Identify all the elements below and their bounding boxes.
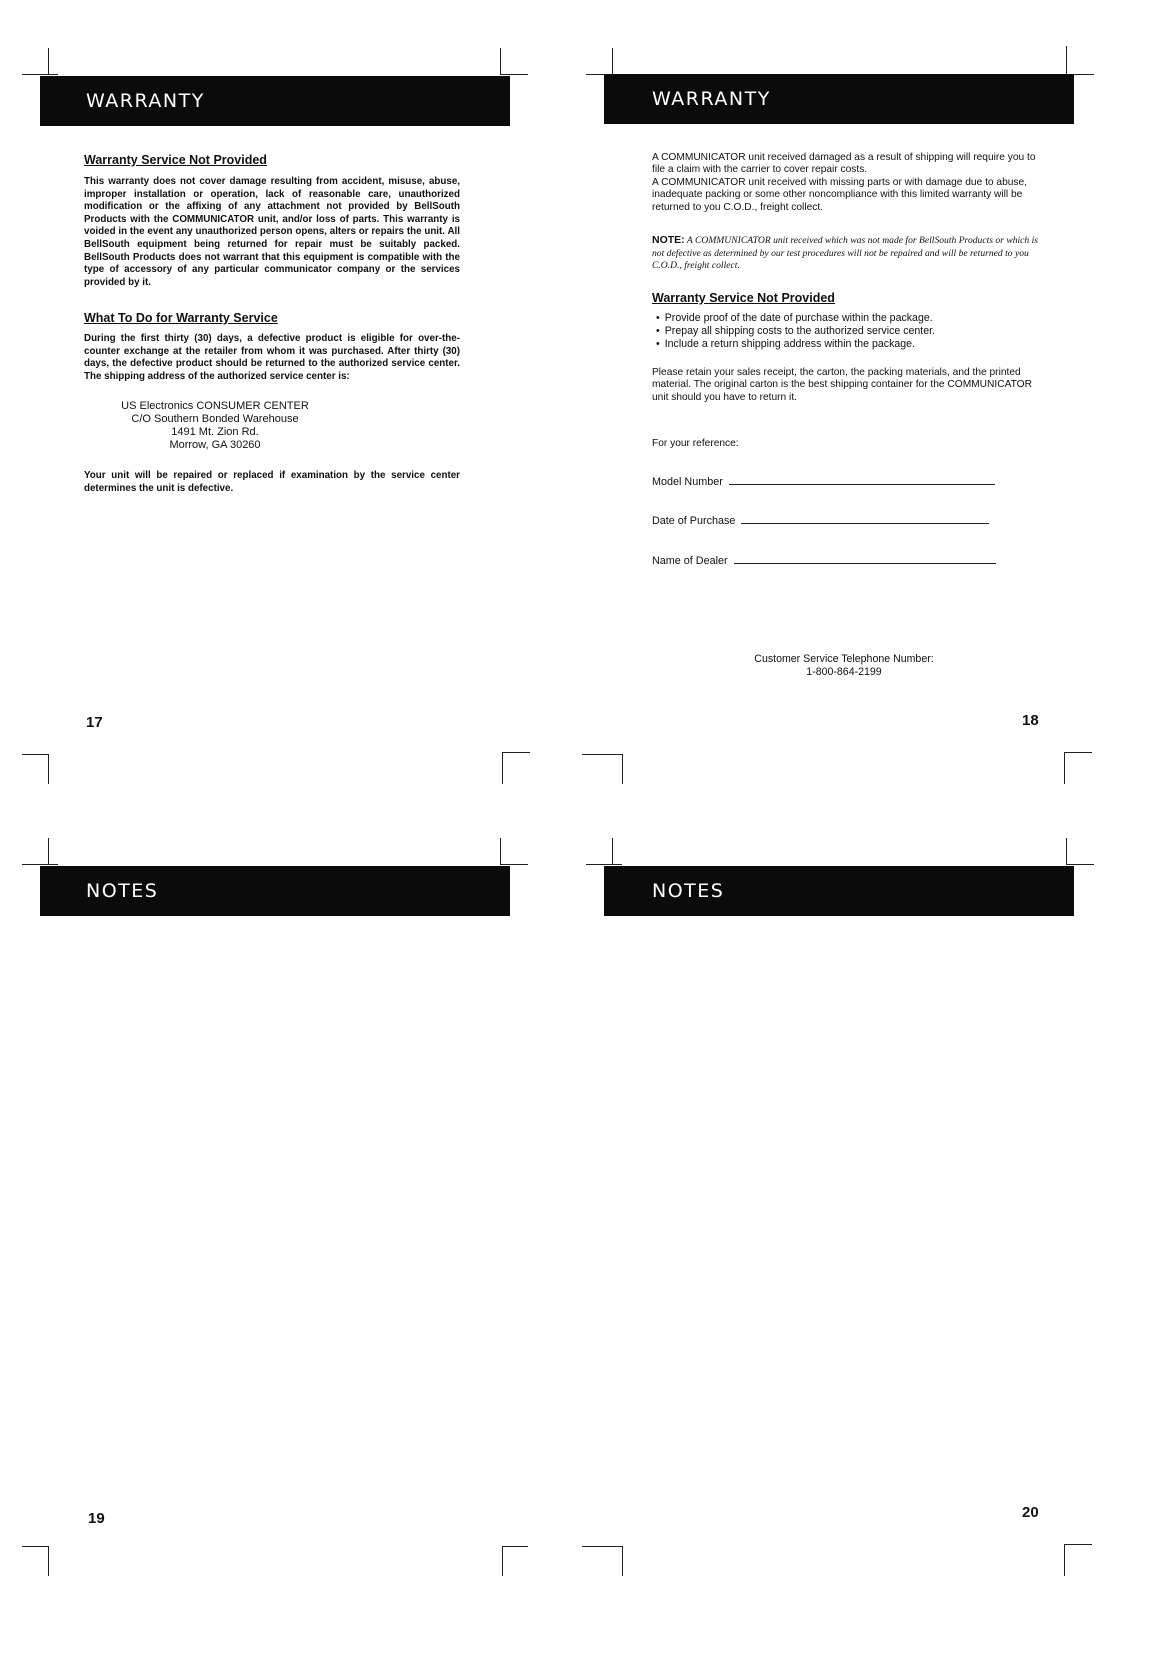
repair-note-text: Your unit will be repaired or replaced if examination by the service center determines the unit is defective. [84,470,460,494]
warranty-service-text: During the first thirty (30) days, a defective product is eligible for over-the-counter exchange at the retailer from whom it was purchased. After thirty (30) days, the defective product should be returned to the authorized service center. The shipping address of the authorized service center is: [84,333,460,382]
list-item: • Prepay all shipping costs to the authorized service center. [656,325,1036,338]
list-item: • Provide proof of the date of purchase within the package. [656,312,1036,325]
crop-mark [502,1546,503,1576]
retain-materials-text: Please retain your sales receipt, the carton, the packing materials, and the printed material. The original carton is the best shipping container for the COMMUNICATOR unit should you have to return it. [652,367,1032,403]
section-heading: What To Do for Warranty Service [84,311,278,325]
crop-mark [500,74,528,75]
field-label: Name of Dealer [652,555,728,567]
crop-mark [1064,752,1065,784]
page-number: 17 [86,714,103,731]
list-item: • Include a return shipping address within the package. [656,338,1036,351]
address-line: C/O Southern Bonded Warehouse [131,413,299,425]
dealer-name-field[interactable] [652,555,996,567]
crop-mark [48,48,49,74]
requirements-list [656,312,1036,351]
paragraph: A COMMUNICATOR unit received damaged as a result of shipping will require you to file a claim with the carrier to cover repair costs. [652,152,1036,176]
crop-mark [582,754,622,755]
crop-mark [612,48,613,74]
fill-in-line[interactable] [741,522,989,524]
crop-mark [48,754,49,784]
customer-service-label: Customer Service Telephone Number: [754,653,934,665]
crop-mark [48,838,49,864]
fill-in-line[interactable] [734,562,996,564]
customer-service-phone: 1-800-864-2199 [806,665,882,678]
field-label: Model Number [652,476,723,488]
section-banner: NOTES [604,866,1074,916]
crop-mark [582,1546,622,1547]
warranty-exclusions-text: This warranty does not cover damage resulting from accident, misuse, abuse, improper installation or operation, lack of reasonable care, unauthorized modification or the affixing of any attachment not provided by BellSouth Products with the COMMUNICATOR unit, and/or loss of parts. This warranty is voided in the event any unauthorized person opens, alters or repairs the unit. All BellSouth equipment being returned for repair must be suitably packed. BellSouth Products does not warrant that this equipment is compatible with the type of accessory of any particular communicator company or the services provided by it. [84,176,460,288]
crop-mark [622,1546,623,1576]
address-line: US Electronics CONSUMER CENTER [121,400,309,412]
section-heading: Warranty Service Not Provided [652,291,835,305]
page-number: 18 [1022,712,1039,729]
crop-mark [48,1546,49,1576]
section-banner: WARRANTY [40,76,510,126]
model-number-field[interactable] [652,476,995,488]
note-label: NOTE: [652,234,685,246]
address-line: 1491 Mt. Zion Rd. [171,426,259,438]
crop-mark [502,752,530,753]
address-line: Morrow, GA 30260 [169,439,261,451]
crop-mark [22,74,58,75]
crop-mark [622,754,623,784]
paragraph: A COMMUNICATOR unit received with missing parts or with damage due to abuse, inadequate packing or some other noncompliance with this limited warranty will be returned to you C.O.D., freight collect. [652,176,1028,213]
crop-mark [22,864,58,865]
crop-mark [586,864,622,865]
date-of-purchase-field[interactable] [652,515,989,527]
crop-mark [500,48,501,74]
crop-mark [1066,864,1094,865]
section-banner: NOTES [40,866,510,916]
shipping-damage-text [652,152,1044,214]
crop-mark [502,1546,528,1547]
note-text [652,234,1044,273]
crop-mark [22,1546,48,1547]
section-banner: WARRANTY [604,74,1074,124]
page-number: 19 [88,1510,105,1527]
service-center-address [100,400,330,452]
customer-service-info [724,653,964,678]
crop-mark [500,864,528,865]
crop-mark [22,754,48,755]
crop-mark [1066,46,1067,74]
crop-mark [1064,752,1092,753]
crop-mark [502,752,503,784]
reference-label: For your reference: [652,438,739,449]
field-label: Date of Purchase [652,515,736,527]
note-body: A COMMUNICATOR unit received which was not made for BellSouth Products or which is not defective as determined by our test procedures will not be repaired and will be returned to you C.O.D., freight collect. [652,235,1039,272]
section-heading: Warranty Service Not Provided [84,153,267,167]
crop-mark [1064,1544,1065,1576]
page-number: 20 [1022,1504,1039,1521]
crop-mark [1064,1544,1092,1545]
crop-mark [1066,838,1067,864]
fill-in-line[interactable] [729,483,995,485]
crop-mark [612,838,613,864]
crop-mark [500,838,501,864]
